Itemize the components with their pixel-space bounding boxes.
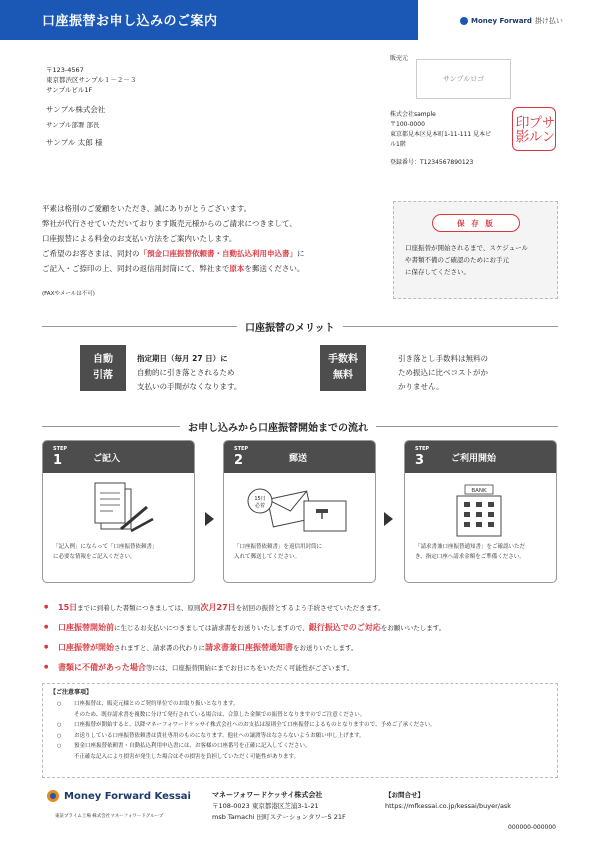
auto-debit-box-line: 自動 bbox=[93, 354, 113, 365]
no-fee-text bbox=[398, 352, 488, 394]
seller-postal: 〒100-0000 bbox=[390, 121, 425, 128]
page-title: 口座振替お申し込みのご案内 bbox=[42, 14, 218, 29]
fax-note: (FAXやメールは不可) bbox=[42, 291, 95, 297]
intro-line bbox=[42, 261, 382, 276]
notice-text: されますと、請求書の代わりに bbox=[114, 644, 205, 652]
step-card-1 bbox=[42, 440, 195, 583]
step-label: STEP bbox=[53, 446, 68, 452]
notice-item bbox=[58, 618, 445, 638]
original-highlight: 原本 bbox=[229, 264, 245, 273]
seller-seal: サンプル印影 bbox=[512, 107, 556, 151]
bank-sign: BANK bbox=[471, 488, 487, 494]
seller-label: 販売元 bbox=[390, 55, 409, 62]
step-number: 3 bbox=[415, 453, 425, 468]
step-description-line: 「口座振替依頼書」を返信用封筒に bbox=[234, 544, 323, 550]
no-fee-line: ため振込に比べコストがか bbox=[398, 368, 488, 377]
deadline-badge-bottom: 必着 bbox=[254, 503, 266, 509]
auto-debit-text bbox=[137, 352, 241, 394]
flow-title: お申し込みから口座振替開始までの流れ bbox=[180, 419, 376, 434]
notice-list bbox=[58, 598, 445, 678]
step-number: 1 bbox=[53, 453, 63, 468]
intro-line: 平素は格別のご愛顧をいただき、誠にありがとうございます。 bbox=[42, 204, 252, 213]
step-title: ご利用開始 bbox=[451, 454, 497, 464]
caution-item: そのため、既存請求書を複数に分けて発行されている場合は、合算した金額での振替となりますのでご注意ください。 bbox=[74, 711, 366, 718]
merit-title: 口座振替のメリット bbox=[237, 319, 343, 334]
step-label: STEP bbox=[415, 446, 430, 452]
notice-highlight: 15日 bbox=[58, 603, 78, 612]
save-notice-text bbox=[405, 242, 550, 278]
auto-debit-box-line: 引落 bbox=[93, 370, 113, 381]
notice-item bbox=[58, 638, 445, 658]
step-header bbox=[405, 441, 556, 473]
recipient-postal: 〒123-4567 bbox=[46, 66, 84, 74]
notice-highlight: 次月27日 bbox=[200, 603, 236, 612]
notice-highlight: 銀行振込でのご対応 bbox=[308, 623, 381, 632]
notice-highlight: 口座振替が開始 bbox=[58, 643, 114, 652]
auto-debit-line: 支払いの手間がなくなります。 bbox=[137, 382, 242, 391]
step-header bbox=[43, 441, 194, 473]
bank-building-icon bbox=[405, 479, 556, 541]
flow-arrow-icon bbox=[205, 512, 214, 526]
notice-highlight: 請求書兼口座振替通知書 bbox=[205, 643, 293, 652]
save-notice-line: 口座振替が開始されるまで、スケジュール bbox=[405, 244, 528, 252]
caution-item: 不正確な記入により損害が発生した場合はその損害を負担していただく可能性があります。 bbox=[74, 753, 300, 760]
notice-text: に生じるお支払いにつきましては請求書をお送りいたしますので、 bbox=[114, 624, 309, 632]
contact-label: 【お問合せ】 bbox=[385, 791, 424, 799]
intro-line: 弊社が代行させていただいております販売元様からのご請求につきまして、 bbox=[42, 219, 297, 228]
caution-item: ○ 預金口座振替依頼書・自動払込利用申込書には、お客様の口座番号を正確に記入してください。 bbox=[50, 741, 436, 752]
footer-address-line: msb Tamachi 田町ステーションタワーS 21F bbox=[212, 813, 346, 821]
notice-text: 等には、口座振替開始にまでお日にちをいただく可能性がございます。 bbox=[145, 664, 354, 672]
seller-address-line2: ル1階 bbox=[390, 141, 406, 148]
intro-text bbox=[42, 201, 382, 276]
notice-item bbox=[58, 658, 445, 678]
caution-item: ○ 口座振替が開始すると、以降マネーフォワードケッサイ株式会社へのお支払は原則全て口座振替によるものとなりますので、予めご了承ください。 bbox=[50, 720, 436, 731]
save-notice-line: や書類不備のご確認のためにお手元 bbox=[405, 256, 509, 264]
footer-company-info bbox=[212, 790, 346, 823]
step-number: 2 bbox=[234, 453, 244, 468]
seller-info bbox=[390, 110, 491, 168]
notice-text: をお送りいたします。 bbox=[293, 644, 358, 652]
save-notice-line: に保存してください。 bbox=[405, 268, 470, 276]
notice-text: までに到着した書類につきましては、原則 bbox=[77, 604, 201, 612]
step-card-3 bbox=[404, 440, 557, 583]
no-fee-box bbox=[320, 345, 366, 391]
seller-address-line1: 東京都見本区見本町1-11-111 見本ビ bbox=[390, 131, 492, 138]
notice-highlight: 書類に不備があった場合 bbox=[58, 663, 146, 672]
step-description-line: 「請求書兼口座振替通知書」をご確認いただ bbox=[415, 544, 526, 550]
step-description bbox=[234, 542, 367, 562]
save-badge: 保 存 版 bbox=[432, 214, 520, 232]
footer-contact bbox=[385, 790, 511, 812]
seller-logo-placeholder: サンプルロゴ bbox=[416, 59, 511, 99]
recipient-name: サンプル 太郎 様 bbox=[46, 138, 103, 147]
no-fee-line: かりません。 bbox=[398, 382, 444, 391]
money-forward-logo-icon bbox=[460, 17, 468, 25]
flow-arrow-icon bbox=[384, 512, 393, 526]
step-title: 郵送 bbox=[289, 454, 308, 464]
caution-title: 【ご注意事項】 bbox=[50, 689, 93, 696]
step-description bbox=[53, 542, 186, 562]
notice-highlight: 口座振替開始前 bbox=[58, 623, 114, 632]
notice-text: を初回の振替とするよう手続させていただきます。 bbox=[235, 604, 385, 612]
deadline-badge-top: 15日 bbox=[254, 496, 266, 502]
contact-url[interactable]: https://mfkessai.co.jp/kessai/buyer/ask bbox=[385, 802, 512, 810]
caution-list bbox=[50, 699, 436, 762]
step-description bbox=[415, 542, 548, 562]
recipient-department: サンプル部署 部長 bbox=[46, 121, 100, 129]
intro-line bbox=[42, 246, 382, 261]
footer-logo bbox=[47, 790, 191, 802]
auto-debit-box bbox=[80, 345, 126, 391]
header-logo bbox=[460, 16, 563, 26]
step-label: STEP bbox=[234, 446, 249, 452]
intro-text-fragment: を郵送ください。 bbox=[244, 264, 305, 273]
recipient-address-line2: サンプルビル1F bbox=[46, 86, 93, 94]
intro-text-fragment: ご記入・ご捺印の上、同封の返信用封筒にて、弊社まで bbox=[42, 264, 230, 273]
step-title: ご記入 bbox=[93, 454, 121, 464]
intro-text-fragment: ご希望のお客さまは、同封の bbox=[42, 249, 140, 258]
step-card-2 bbox=[223, 440, 376, 583]
recipient-address-line1: 東京都渋区サンプル１－２－３ bbox=[46, 76, 137, 84]
footer-brand-sub: 東証プライム上場 株式会社マネーフォワードグループ bbox=[55, 814, 164, 819]
no-fee-box-line: 手数料 bbox=[328, 354, 358, 365]
intro-line: 口座振替による料金のお支払い方法をご案内いたします。 bbox=[42, 234, 237, 243]
step-description-line: 入れて郵送してください。 bbox=[234, 554, 301, 560]
envelope-icon bbox=[224, 479, 375, 541]
step-description-line: に必要な情報をご記入ください。 bbox=[53, 554, 136, 560]
step-header bbox=[224, 441, 375, 473]
seller-registration: 登録番号：T1234567890123 bbox=[390, 159, 474, 166]
intro-text-fragment: に bbox=[297, 249, 305, 258]
auto-debit-line: 指定期日（毎月 27 日）に bbox=[137, 354, 228, 363]
footer-address-line: 〒108-0023 東京都港区芝浦3-1-21 bbox=[212, 802, 319, 810]
auto-debit-line: 自動的に引き落とされるため bbox=[137, 368, 235, 377]
footer-company: マネーフォワードケッサイ株式会社 bbox=[212, 791, 323, 799]
form-writing-icon bbox=[43, 479, 194, 541]
recipient-address bbox=[46, 65, 136, 95]
footer-brand: Money Forward Kessai bbox=[64, 790, 191, 802]
step-description-line: 「記入例」にならって「口座振替依頼書」 bbox=[53, 544, 158, 550]
no-fee-box-line: 無料 bbox=[333, 370, 353, 381]
step-description-line: き、指定口座へ請求金額をご準備ください。 bbox=[415, 554, 525, 560]
form-name-highlight: 「預金口座振替依頼書・自動払込利用申込書」 bbox=[139, 249, 297, 258]
header-logo-text: Money Forward bbox=[471, 17, 532, 25]
notice-text: をお願いいたします。 bbox=[380, 624, 446, 632]
document-id: 000000-000000 bbox=[508, 824, 556, 831]
caution-item: ○ 口座振替は、販売元様とのご契約単位でのお取り扱いとなります。 bbox=[50, 699, 436, 710]
header-logo-sub: 掛け払い bbox=[534, 17, 563, 25]
caution-item: ○ お送りしている口座振替依頼書は貴社専用のものになります。他社への譲渡等はなさらないようお願い申し上げます。 bbox=[50, 731, 436, 742]
notice-item bbox=[58, 598, 445, 618]
recipient-company: サンプル株式会社 bbox=[46, 105, 106, 114]
no-fee-line: 引き落とし手数料は無料の bbox=[398, 354, 488, 363]
seller-company: 株式会社sample bbox=[390, 111, 436, 118]
money-forward-kessai-logo-icon bbox=[47, 790, 59, 802]
